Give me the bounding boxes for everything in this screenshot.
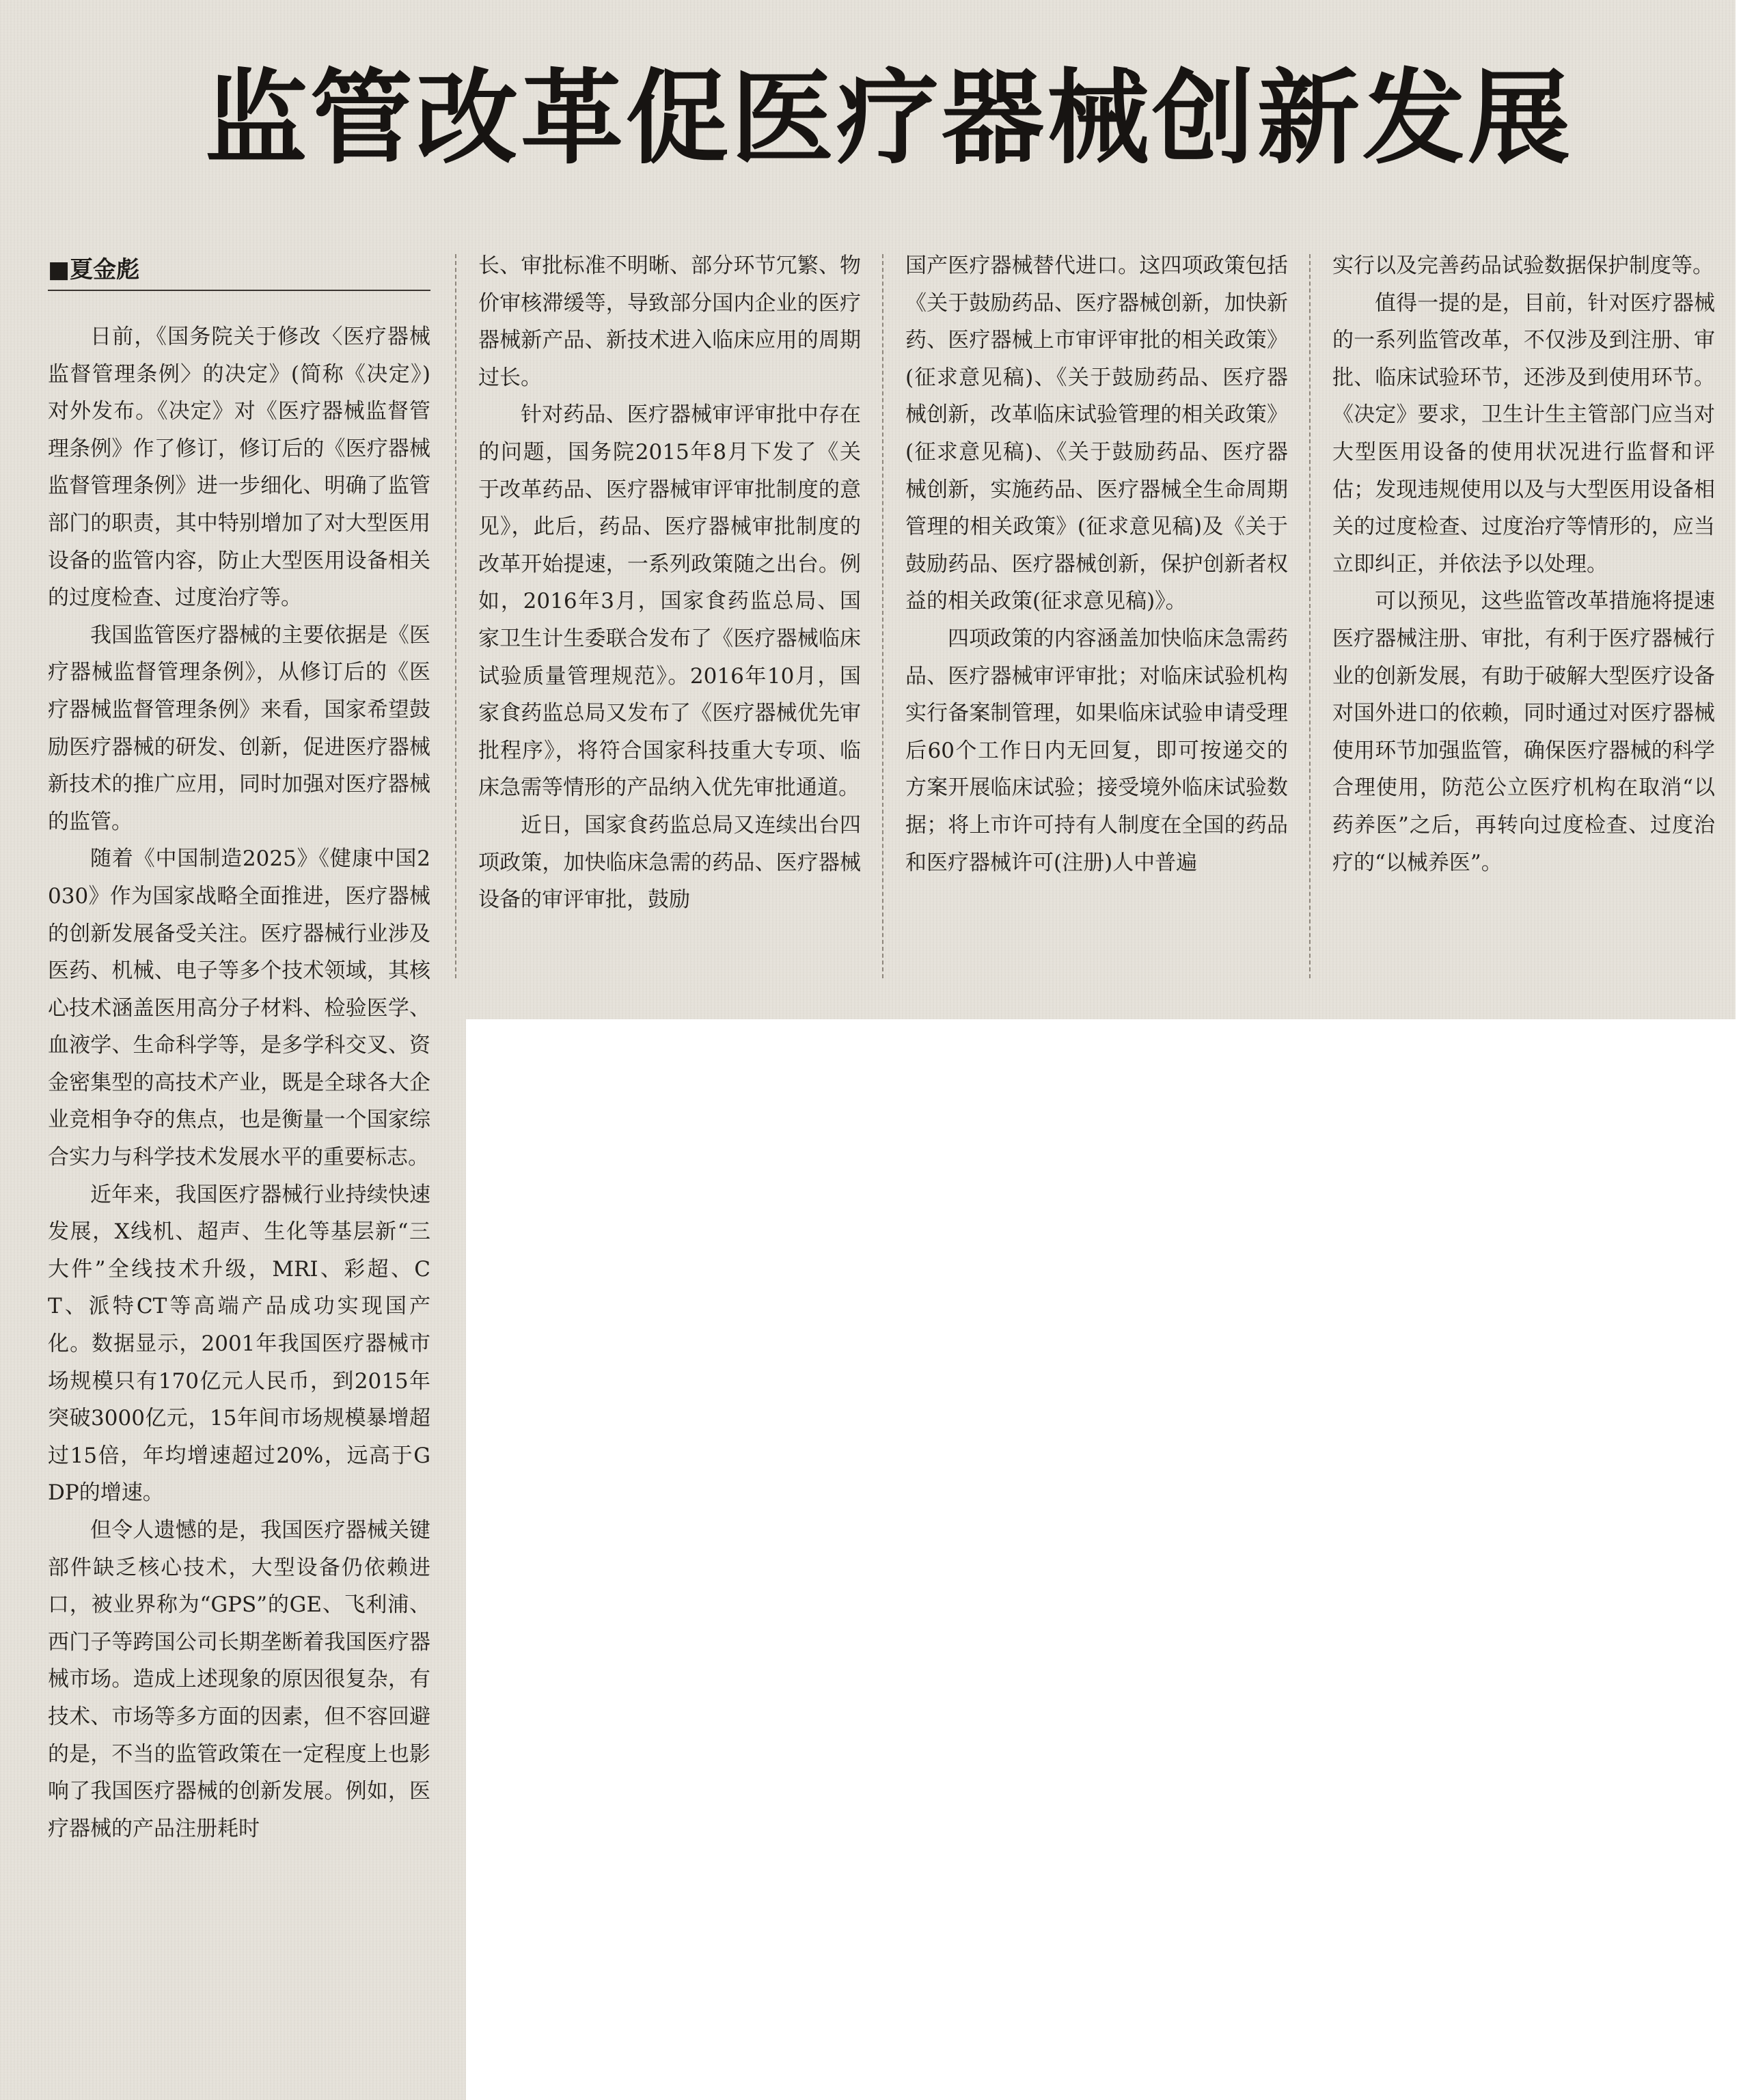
article-paragraph: 但令人遗憾的是，我国医疗器械关键部件缺乏核心技术，大型设备仍依赖进口，被业界称为“GPS”的GE、飞利浦、西门子等跨国公司长期垄断着我国医疗器械市场。造成上述现象的原因很复杂，有技术、市场等多方面的因素，但不容回避的是，不当的监管政策在一定程度上也影响了我国医疗器械的创新发展。例如，医疗器械的产品注册耗时	[48, 1518, 430, 1841]
column-divider	[455, 254, 456, 978]
article-paragraph: 国产医疗器械替代进口。这四项政策包括《关于鼓励药品、医疗器械创新，加快新药、医疗器械上市审评审批的相关政策》(征求意见稿)、《关于鼓励药品、医疗器械创新，改革临床试验管理的相关政策》(征求意见稿)、《关于鼓励药品、医疗器械创新，实施药品、医疗器械全生命周期管理的相关政策》(征求意见稿)及《关于鼓励药品、医疗器械创新，保护创新者权益的相关政策(征求意见稿)》。	[905, 253, 1288, 614]
article-paragraph: 值得一提的是，目前，针对医疗器械的一系列监管改革，不仅涉及到注册、审批、临床试验环节，还涉及到使用环节。《决定》要求，卫生计生主管部门应当对大型医用设备的使用状况进行监督和评估；发现违规使用以及与大型医用设备相关的过度检查、过度治疗等情形的，应当立即纠正，并依法予以处理。	[1332, 290, 1715, 577]
article-paragraph: 近年来，我国医疗器械行业持续快速发展，X线机、超声、生化等基层新“三大件”全线技术升级，MRI、彩超、CT、派特CT等高端产品成功实现国产化。数据显示，2001年我国医疗器械市场规模只有170亿元人民币，到2015年突破3000亿元，15年间市场规模暴增超过15倍，年均增速超过20%，远高于GDP的增速。	[48, 1182, 430, 1506]
byline-rule	[48, 290, 430, 291]
article-paragraph: 四项政策的内容涵盖加快临床急需药品、医疗器械审评审批；对临床试验机构实行备案制管理，如果临床试验申请受理后60个工作日内无回复，即可按递交的方案开展临床试验；接受境外临床试验数据；将上市许可持有人制度在全国的药品和医疗器械许可(注册)人中普遍	[905, 626, 1288, 875]
article-paragraph: 我国监管医疗器械的主要依据是《医疗器械监督管理条例》，从修订后的《医疗器械监督管理条例》来看，国家希望鼓励医疗器械的研发、创新，促进医疗器械新技术的推广应用，同时加强对医疗器械的监管。	[48, 622, 430, 834]
article-paragraph: 可以预见，这些监管改革措施将提速医疗器械注册、审批，有利于医疗器械行业的创新发展，有助于破解大型医疗设备对国外进口的依赖，同时通过对医疗器械使用环节加强监管，确保医疗器械的科学合理使用，防范公立医疗机构在取消“以药养医”之后，再转向过度检查、过度治疗的“以械养医”。	[1332, 589, 1715, 875]
article-column-1	[48, 318, 430, 2081]
article-column-2	[478, 247, 861, 1001]
article-column-4	[1332, 247, 1715, 1001]
article-paragraph: 实行以及完善药品试验数据保护制度等。	[1332, 253, 1714, 278]
article-paragraph: 随着《中国制造2025》《健康中国2030》作为国家战略全面推进，医疗器械的创新发展备受关注。医疗器械行业涉及医药、机械、电子等多个技术领域，其核心技术涵盖医用高分子材料、检验医学、血液学、生命科学等，是多学科交叉、资金密集型的高技术产业，既是全球各大企业竞相争夺的焦点，也是衡量一个国家综合实力与科学技术发展水平的重要标志。	[48, 846, 430, 1170]
article-paragraph: 近日，国家食药监总局又连续出台四项政策，加快临床急需的药品、医疗器械设备的审评审批，鼓励	[478, 812, 861, 913]
column-divider	[1309, 254, 1311, 978]
article-byline: ■夏金彪	[48, 256, 140, 284]
column-divider	[882, 254, 883, 978]
article-paragraph: 长、审批标准不明晰、部分环节冗繁、物价审核滞缓等，导致部分国内企业的医疗器械新产品、新技术进入临床应用的周期过长。	[478, 253, 861, 390]
article-column-3	[905, 247, 1288, 1001]
article-paragraph: 针对药品、医疗器械审评审批中存在的问题，国务院2015年8月下发了《关于改革药品、医疗器械审评审批制度的意见》，此后，药品、医疗器械审批制度的改革开始提速，一系列政策随之出台。例如，2016年3月，国家食药监总局、国家卫生计生委联合发布了《医疗器械临床试验质量管理规范》。2016年10月，国家食药监总局又发布了《医疗器械优先审批程序》，将符合国家科技重大专项、临床急需等情形的产品纳入优先审批通道。	[478, 402, 861, 801]
article-headline: 监管改革促医疗器械创新发展	[205, 58, 1574, 178]
article-paragraph: 日前，《国务院关于修改〈医疗器械监督管理条例〉的决定》(简称《决定》)对外发布。《决定》对《医疗器械监督管理条例》作了修订，修订后的《医疗器械监督管理条例》进一步细化、明确了监管部门的职责，其中特别增加了对大型医用设备的监管内容，防止大型医用设备相关的过度检查、过度治疗等。	[48, 324, 430, 611]
